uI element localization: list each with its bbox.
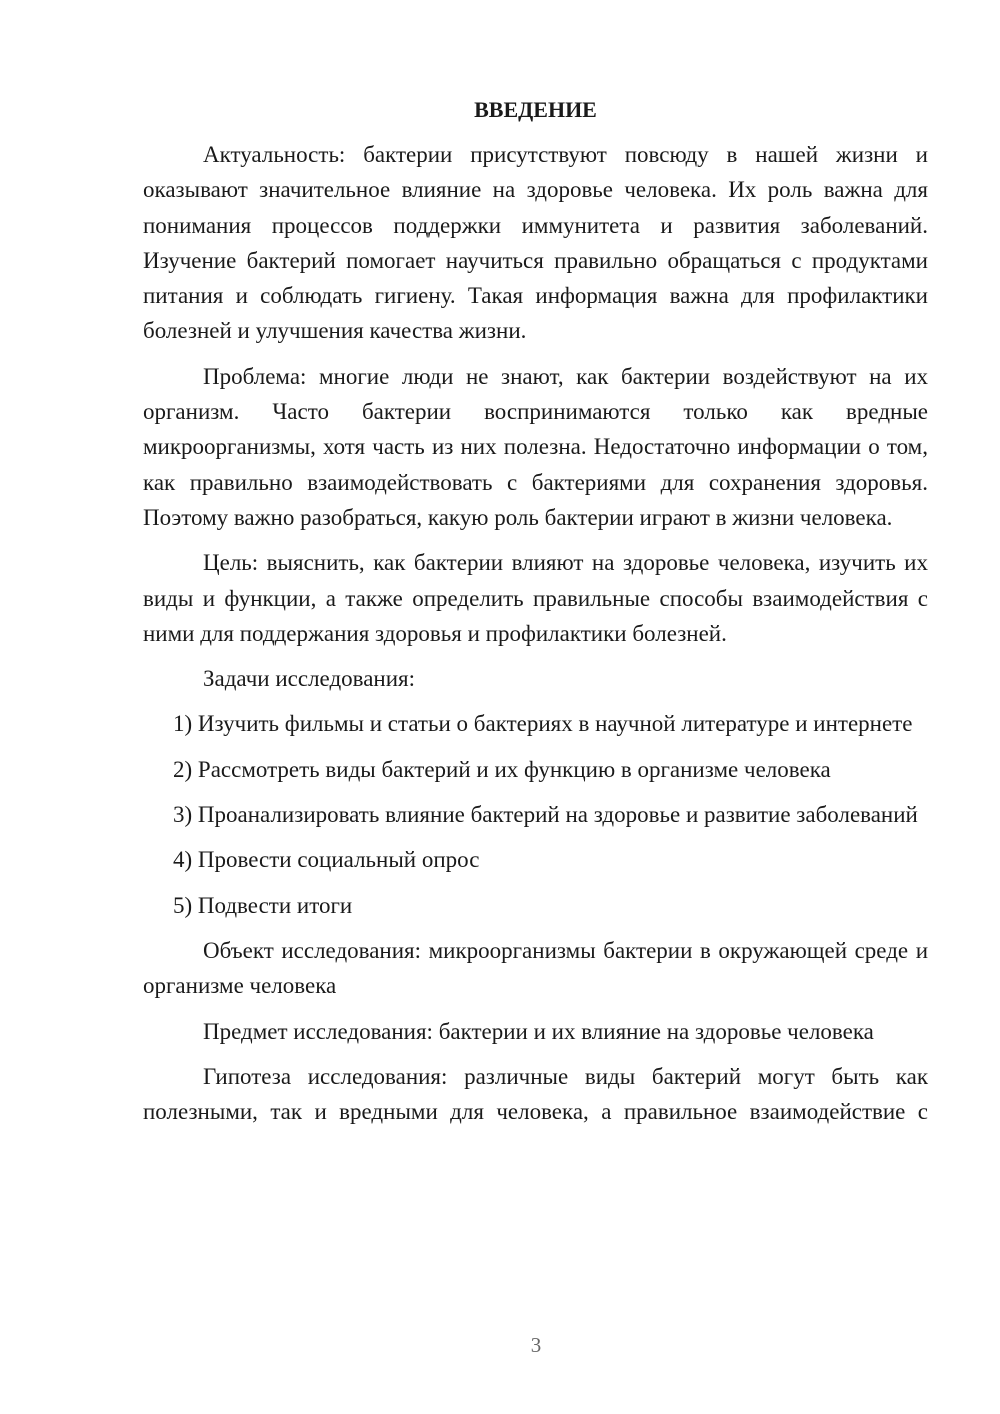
page-content — [143, 95, 928, 1139]
object-paragraph: Объект исследования: микроорганизмы бактерии в окружающей среде и организме человека — [143, 937, 928, 999]
tasks-list — [143, 706, 928, 922]
page-number: 3 — [530, 1333, 542, 1357]
task-item: 5) Подвести итоги — [173, 892, 353, 918]
task-item: 3) Проанализировать влияние бактерий на здоровье и развитие заболеваний — [173, 802, 918, 828]
task-item: 1) Изучить фильмы и статьи о бактериях в научной литературе и интернете — [173, 711, 913, 737]
goal-paragraph: Цель: выяснить, как бактерии влияют на здоровье человека, изучить их виды и функции, а также определить правильные способы взаимодействия с ними для поддержания здоровья и профилактики болезней. — [143, 550, 928, 646]
tasks-title: Задачи исследования: — [203, 666, 416, 692]
problem-paragraph: Проблема: многие люди не знают, как бактерии воздействуют на их организм. Часто бактерии воспринимаются только как вредные микроорганизмы, хотя часть из них полезна. Недостаточно информации о том, как правильно взаимодействовать с бактериями для сохранения здоровья. Поэтому важно разобраться, какую роль бактерии играют в жизни человека. — [143, 363, 928, 530]
task-item: 4) Провести социальный опрос — [173, 847, 480, 873]
subject-paragraph: Предмет исследования: бактерии и их влияние на здоровье человека — [203, 1018, 874, 1044]
hypothesis-paragraph: Гипотеза исследования: различные виды бактерий могут быть как полезными, так и вредными для человека, а правильное взаимодействие с — [143, 1063, 928, 1125]
task-item: 2) Рассмотреть виды бактерий и их функцию в организме человека — [173, 756, 831, 782]
relevance-paragraph: Актуальность: бактерии присутствуют повсюду в нашей жизни и оказывают значительное влияние на здоровье человека. Их роль важна для понимания процессов поддержки иммунитета и развития заболеваний. Изучение бактерий помогает научиться правильно обращаться с продуктами питания и соблюдать гигиену. Такая информация важна для профилактики болезней и улучшения качества жизни. — [143, 142, 928, 344]
section-heading: ВВЕДЕНИЕ — [474, 97, 597, 122]
